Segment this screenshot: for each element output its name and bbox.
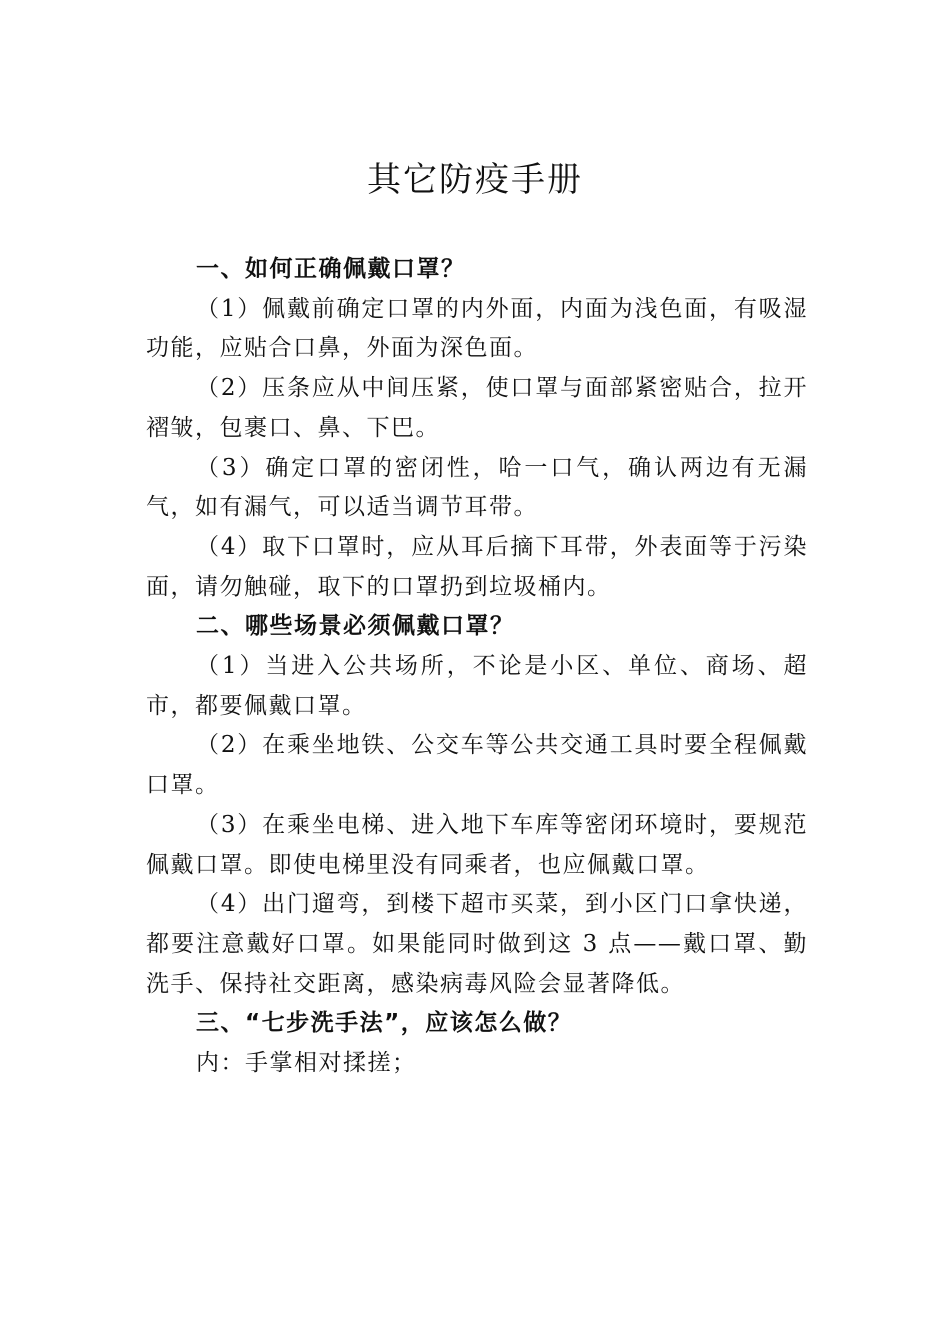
section-heading-3: 三、“七步洗手法”，应该怎么做？ bbox=[196, 1010, 573, 1037]
paragraph: （3）确定口罩的密闭性，哈一口气，确认两边有无漏气，如有漏气，可以适当调节耳带。 bbox=[146, 454, 808, 521]
document-body bbox=[146, 250, 808, 1084]
page-title: 其它防疫手册 bbox=[367, 160, 583, 200]
section-heading-1: 一、如何正确佩戴口罩？ bbox=[196, 256, 466, 282]
paragraph: （1）当进入公共场所，不论是小区、单位、商场、超市，都要佩戴口罩。 bbox=[146, 653, 808, 719]
paragraph: （1）佩戴前确定口罩的内外面，内面为浅色面，有吸湿功能，应贴合口鼻，外面为深色面。 bbox=[146, 295, 808, 362]
paragraph: （3）在乘坐电梯、进入地下车库等密闭环境时，要规范佩戴口罩。即使电梯里没有同乘者，也应佩戴口罩。 bbox=[146, 811, 808, 878]
paragraph: （4）出门遛弯，到楼下超市买菜，到小区门口拿快递，都要注意戴好口罩。如果能同时做到这 3 点——戴口罩、勤洗手、保持社交距离，感染病毒风险会显著降低。 bbox=[146, 891, 808, 997]
paragraph: （2）在乘坐地铁、公交车等公共交通工具时要全程佩戴口罩。 bbox=[146, 732, 808, 799]
paragraph: （4）取下口罩时，应从耳后摘下耳带，外表面等于污染面，请勿触碰，取下的口罩扔到垃圾桶内。 bbox=[146, 533, 808, 600]
paragraph: 内：手掌相对揉搓； bbox=[196, 1050, 417, 1077]
section-heading-2: 二、哪些场景必须佩戴口罩？ bbox=[196, 613, 515, 640]
paragraph: （2）压条应从中间压紧，使口罩与面部紧密贴合，拉开褶皱，包裹口、鼻、下巴。 bbox=[146, 375, 808, 441]
